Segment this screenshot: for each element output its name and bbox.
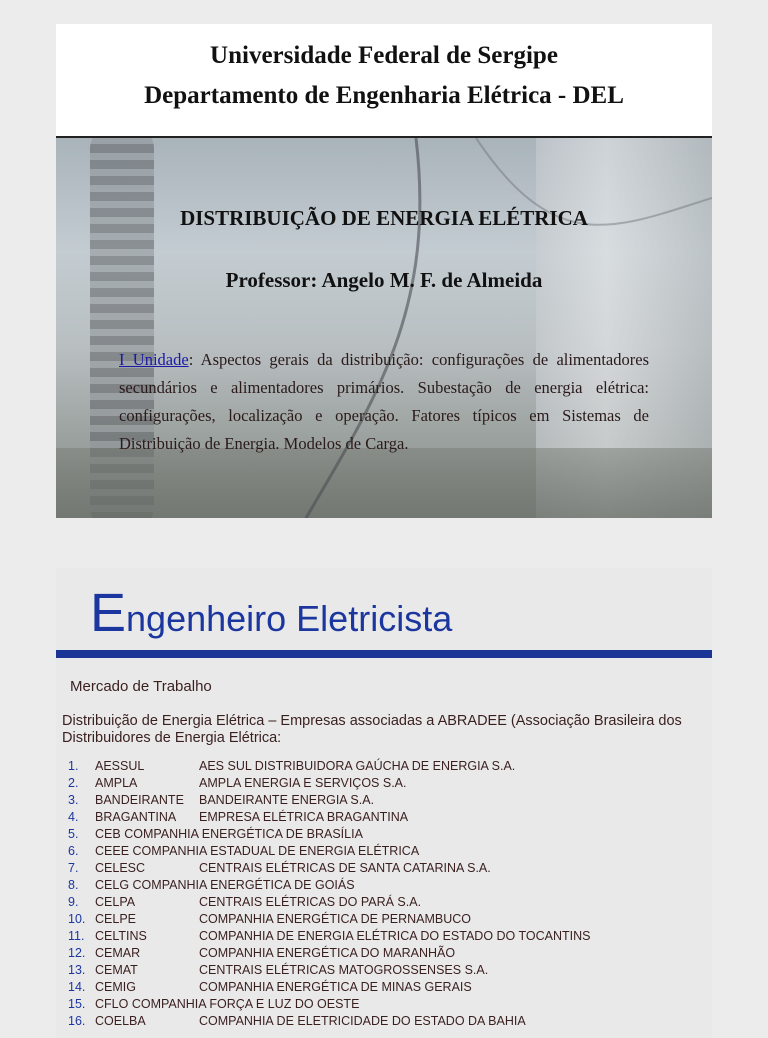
company-abbreviation: CELPE: [95, 912, 136, 926]
company-number: 13.: [68, 963, 86, 977]
company-abbreviation: CFLO: [95, 997, 129, 1011]
company-number: 4.: [68, 810, 79, 824]
company-name: CENTRAIS ELÉTRICAS MATOGROSSENSES S.A.: [199, 963, 489, 977]
university-name: Universidade Federal de Sergipe: [210, 42, 558, 69]
company-name: COMPANHIA ENERGÉTICA DE MINAS GERAIS: [199, 980, 472, 994]
professor-name: Professor: Angelo M. F. de Almeida: [225, 268, 543, 292]
company-item: [68, 809, 708, 826]
company-name: COMPANHIA ESTADUAL DE ENERGIA ELÉTRICA: [132, 844, 420, 858]
company-number: 3.: [68, 793, 79, 807]
company-list: [68, 758, 708, 1030]
company-number: 6.: [68, 844, 79, 858]
intro-text: Distribuição de Energia Elétrica – Empresas associadas a ABRADEE (Associação Brasileira dos Distribuidores de Energia Elétrica:: [62, 713, 682, 746]
section-subtitle: Mercado de Trabalho: [70, 678, 212, 695]
company-number: 11.: [68, 929, 85, 943]
company-name: EMPRESA ELÉTRICA BRAGANTINA: [199, 810, 409, 824]
company-name: CENTRAIS ELÉTRICAS DO PARÁ S.A.: [199, 895, 422, 909]
company-abbreviation: CEMIG: [95, 980, 136, 994]
company-name: COMPANHIA ENERGÉTICA DE BRASÍLIA: [124, 827, 363, 841]
company-number: 8.: [68, 878, 79, 892]
title-divider: [56, 650, 712, 658]
company-abbreviation: CELPA: [95, 895, 136, 909]
company-number: 1.: [68, 759, 79, 773]
company-name: COMPANHIA DE ENERGIA ELÉTRICA DO ESTADO DO TOCANTINS: [199, 929, 591, 943]
company-abbreviation: CELESC: [95, 861, 146, 875]
company-name: COMPANHIA ENERGÉTICA DO MARANHÃO: [199, 946, 456, 960]
company-name: COMPANHIA FORÇA E LUZ DO OESTE: [131, 997, 360, 1011]
company-name: AES SUL DISTRIBUIDORA GAÚCHA DE ENERGIA S.A.: [199, 759, 516, 773]
unit-text: : Aspectos gerais da distribuição: configurações de alimentadores secundários e alimentadores primários. Subestação de energia elétrica: configurações, localização e operação. Fatores típicos em Sistemas de Distribuição de Energia. Modelos de Carga.: [119, 350, 649, 453]
company-name: COMPANHIA ENERGÉTICA DE GOIÁS: [132, 878, 355, 892]
company-number: 2.: [68, 776, 79, 790]
unit-description: [119, 346, 649, 458]
company-abbreviation: CEEE: [95, 844, 130, 858]
company-item: [68, 996, 708, 1013]
company-item: [68, 928, 708, 945]
company-number: 15.: [68, 997, 86, 1011]
unit-link[interactable]: I Unidade: [119, 350, 189, 369]
company-abbreviation: CEMAR: [95, 946, 141, 960]
company-abbreviation: CEB: [95, 827, 121, 841]
company-name: AMPLA ENERGIA E SERVIÇOS S.A.: [199, 776, 407, 790]
company-item: [68, 792, 708, 809]
company-abbreviation: CELTINS: [95, 929, 147, 943]
company-abbreviation: COELBA: [95, 1014, 146, 1028]
company-item: [68, 894, 708, 911]
slide-2: [56, 568, 712, 1038]
company-item: [68, 962, 708, 979]
slide-title: [90, 582, 452, 644]
company-number: 7.: [68, 861, 79, 875]
company-number: 10.: [68, 912, 86, 926]
company-number: 5.: [68, 827, 79, 841]
company-number: 16.: [68, 1014, 86, 1028]
company-abbreviation: BRAGANTINA: [95, 810, 177, 824]
company-item: [68, 979, 708, 996]
company-item: [68, 843, 708, 860]
company-item: [68, 860, 708, 877]
company-abbreviation: AMPLA: [95, 776, 138, 790]
company-name: BANDEIRANTE ENERGIA S.A.: [199, 793, 375, 807]
company-abbreviation: CEMAT: [95, 963, 138, 977]
company-abbreviation: AESSUL: [95, 759, 145, 773]
company-item: [68, 911, 708, 928]
company-number: 9.: [68, 895, 79, 909]
company-item: [68, 1013, 708, 1030]
company-item: [68, 877, 708, 894]
company-name: COMPANHIA DE ELETRICIDADE DO ESTADO DA BAHIA: [199, 1014, 526, 1028]
company-item: [68, 758, 708, 775]
title-rest: ngenheiro Eletricista: [126, 598, 453, 639]
company-name: COMPANHIA ENERGÉTICA DE PERNAMBUCO: [199, 912, 472, 926]
company-number: 12.: [68, 946, 86, 960]
company-abbreviation: CELG: [95, 878, 130, 892]
company-item: [68, 945, 708, 962]
slide-header: [56, 24, 712, 138]
course-title: DISTRIBUIÇÃO DE ENERGIA ELÉTRICA: [180, 206, 588, 230]
substation-photo-background: [56, 138, 712, 518]
company-item: [68, 775, 708, 792]
department-name: Departamento de Engenharia Elétrica - DEL: [144, 82, 624, 109]
course-info: [56, 138, 712, 518]
company-abbreviation: BANDEIRANTE: [95, 793, 184, 807]
company-number: 14.: [68, 980, 86, 994]
slide-1: [56, 24, 712, 518]
title-initial: E: [90, 583, 127, 643]
company-name: CENTRAIS ELÉTRICAS DE SANTA CATARINA S.A.: [199, 861, 491, 875]
company-item: [68, 826, 708, 843]
